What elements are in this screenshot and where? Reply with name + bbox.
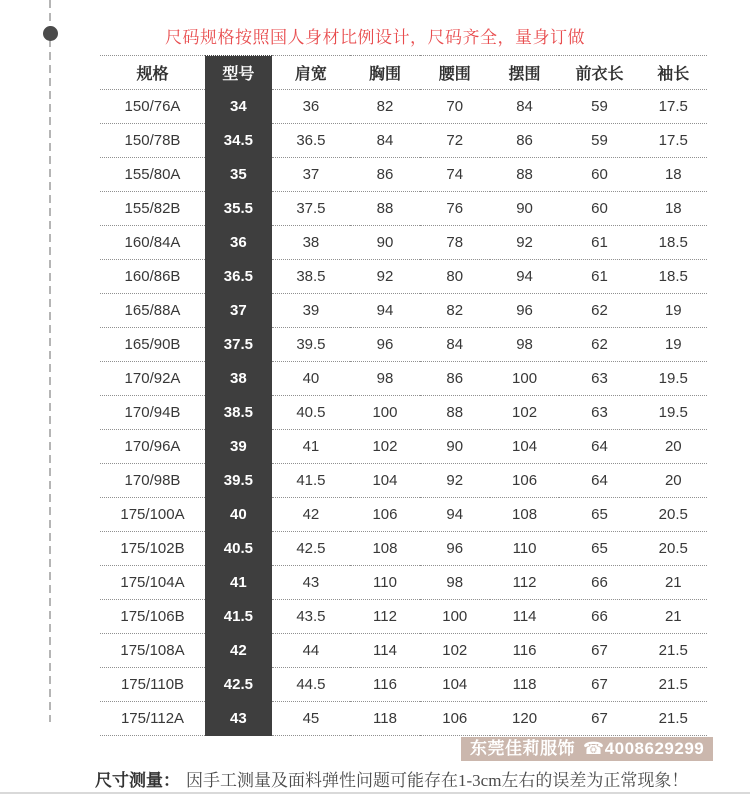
measure-cell: 67 [559,634,639,668]
measure-cell: 61 [559,226,639,260]
model-cell: 37 [205,294,272,328]
measure-cell: 43.5 [272,600,350,634]
model-cell: 40.5 [205,532,272,566]
measure-cell: 98 [420,566,490,600]
measure-cell: 43 [272,566,350,600]
measure-cell: 21.5 [640,702,707,736]
spec-cell: 170/98B [100,464,205,498]
table-row [100,498,707,532]
measure-cell: 60 [559,158,639,192]
measure-cell: 18.5 [640,226,707,260]
measure-cell: 88 [420,396,490,430]
measure-cell: 63 [559,396,639,430]
measure-cell: 60 [559,192,639,226]
spec-cell: 160/84A [100,226,205,260]
measure-cell: 40.5 [272,396,350,430]
measure-cell: 20 [640,430,707,464]
measurement-note-text: 因手工测量及面料弹性问题可能存在1-3cm左右的误差为正常现象！ [186,771,689,790]
measure-cell: 42 [272,498,350,532]
table-row [100,668,707,702]
spec-cell: 170/96A [100,430,205,464]
measure-cell: 21.5 [640,668,707,702]
measure-cell: 67 [559,668,639,702]
measure-cell: 76 [420,192,490,226]
model-cell: 37.5 [205,328,272,362]
measure-cell: 41.5 [272,464,350,498]
spec-cell: 175/102B [100,532,205,566]
measure-cell: 118 [350,702,420,736]
measure-cell: 18.5 [640,260,707,294]
measure-cell: 37 [272,158,350,192]
measure-cell: 44 [272,634,350,668]
table-row [100,702,707,736]
measure-cell: 36.5 [272,124,350,158]
measure-cell: 120 [490,702,560,736]
measure-cell: 94 [490,260,560,294]
spec-cell: 175/106B [100,600,205,634]
measure-cell: 94 [420,498,490,532]
spec-cell: 175/104A [100,566,205,600]
table-row [100,226,707,260]
measure-cell: 90 [350,226,420,260]
left-dashed-guide-line [49,0,51,722]
measure-cell: 106 [490,464,560,498]
column-header-3: 肩宽 [272,56,350,90]
size-table-body [100,90,707,736]
measure-cell: 36 [272,90,350,124]
table-row [100,532,707,566]
measure-cell: 96 [420,532,490,566]
measure-cell: 86 [350,158,420,192]
measure-cell: 90 [420,430,490,464]
model-cell: 38.5 [205,396,272,430]
measure-cell: 90 [490,192,560,226]
measure-cell: 59 [559,124,639,158]
measure-cell: 100 [350,396,420,430]
measure-cell: 67 [559,702,639,736]
measure-cell: 66 [559,566,639,600]
model-cell: 38 [205,362,272,396]
measure-cell: 18 [640,158,707,192]
measure-cell: 110 [350,566,420,600]
measure-cell: 84 [490,90,560,124]
measure-cell: 94 [350,294,420,328]
size-chart-table [100,55,707,736]
measure-cell: 61 [559,260,639,294]
measure-cell: 62 [559,294,639,328]
watermark-phone-number: 4008629299 [604,739,705,758]
measure-cell: 92 [350,260,420,294]
spec-cell: 170/94B [100,396,205,430]
measure-cell: 59 [559,90,639,124]
model-cell: 43 [205,702,272,736]
size-table-header-row [100,56,707,90]
model-cell: 40 [205,498,272,532]
measure-cell: 17.5 [640,124,707,158]
measure-cell: 92 [420,464,490,498]
spec-cell: 170/92A [100,362,205,396]
spec-cell: 175/100A [100,498,205,532]
watermark-shop-name: 东莞佳莉服饰 [470,739,575,758]
measure-cell: 18 [640,192,707,226]
column-header-8: 袖长 [640,56,707,90]
spec-cell: 155/80A [100,158,205,192]
table-row [100,124,707,158]
measure-cell: 41 [272,430,350,464]
measure-cell: 82 [420,294,490,328]
measure-cell: 65 [559,498,639,532]
measure-cell: 20.5 [640,498,707,532]
measure-cell: 112 [350,600,420,634]
spec-cell: 160/86B [100,260,205,294]
measure-cell: 65 [559,532,639,566]
measure-cell: 39.5 [272,328,350,362]
column-header-1: 规格 [100,56,205,90]
measurement-note-label: 尺寸测量： [95,771,180,790]
measure-cell: 88 [490,158,560,192]
measure-cell: 64 [559,430,639,464]
measure-cell: 38.5 [272,260,350,294]
measure-cell: 102 [350,430,420,464]
measure-cell: 86 [490,124,560,158]
spec-cell: 165/88A [100,294,205,328]
measure-cell: 106 [420,702,490,736]
spec-cell: 150/76A [100,90,205,124]
model-cell: 41 [205,566,272,600]
table-row [100,294,707,328]
measure-cell: 104 [490,430,560,464]
measure-cell: 62 [559,328,639,362]
spec-cell: 165/90B [100,328,205,362]
measure-cell: 86 [420,362,490,396]
spec-cell: 150/78B [100,124,205,158]
measure-cell: 116 [490,634,560,668]
column-header-4: 胸围 [350,56,420,90]
table-row [100,430,707,464]
phone-icon: ☎ [583,739,605,758]
measure-cell: 102 [420,634,490,668]
measure-cell: 92 [490,226,560,260]
model-cell: 41.5 [205,600,272,634]
table-row [100,158,707,192]
measure-cell: 70 [420,90,490,124]
model-cell: 35 [205,158,272,192]
column-header-2: 型号 [205,56,272,90]
model-cell: 42 [205,634,272,668]
measure-cell: 37.5 [272,192,350,226]
measure-cell: 20.5 [640,532,707,566]
measurement-note [95,766,735,791]
measure-cell: 108 [490,498,560,532]
measure-cell: 20 [640,464,707,498]
model-cell: 42.5 [205,668,272,702]
column-header-7: 前衣长 [559,56,639,90]
measure-cell: 114 [350,634,420,668]
measure-cell: 21.5 [640,634,707,668]
measure-cell: 45 [272,702,350,736]
measure-cell: 42.5 [272,532,350,566]
measure-cell: 44.5 [272,668,350,702]
measure-cell: 100 [490,362,560,396]
measure-cell: 64 [559,464,639,498]
measure-cell: 21 [640,600,707,634]
spec-cell: 155/82B [100,192,205,226]
measure-cell: 19.5 [640,362,707,396]
measure-cell: 19 [640,328,707,362]
measure-cell: 98 [490,328,560,362]
table-row [100,260,707,294]
table-row [100,566,707,600]
measure-cell: 66 [559,600,639,634]
measure-cell: 96 [350,328,420,362]
table-row [100,600,707,634]
measure-cell: 19.5 [640,396,707,430]
measure-cell: 21 [640,566,707,600]
measure-cell: 110 [490,532,560,566]
size-banner-text: 尺码规格按照国人身材比例设计，尺码齐全，量身订做 [165,28,585,47]
measure-cell: 112 [490,566,560,600]
column-header-6: 摆围 [490,56,560,90]
model-cell: 36.5 [205,260,272,294]
measure-cell: 104 [420,668,490,702]
table-row [100,328,707,362]
model-cell: 35.5 [205,192,272,226]
measure-cell: 88 [350,192,420,226]
measure-cell: 84 [420,328,490,362]
measure-cell: 104 [350,464,420,498]
measure-cell: 82 [350,90,420,124]
measure-cell: 78 [420,226,490,260]
measure-cell: 63 [559,362,639,396]
table-row [100,464,707,498]
measure-cell: 106 [350,498,420,532]
column-header-5: 腰围 [420,56,490,90]
table-row [100,634,707,668]
measure-cell: 39 [272,294,350,328]
measure-cell: 74 [420,158,490,192]
model-cell: 39 [205,430,272,464]
measure-cell: 17.5 [640,90,707,124]
measure-cell: 40 [272,362,350,396]
measure-cell: 96 [490,294,560,328]
table-row [100,396,707,430]
spec-cell: 175/112A [100,702,205,736]
measure-cell: 80 [420,260,490,294]
measure-cell: 118 [490,668,560,702]
spec-cell: 175/110B [100,668,205,702]
model-cell: 34.5 [205,124,272,158]
spec-cell: 175/108A [100,634,205,668]
measure-cell: 100 [420,600,490,634]
shop-watermark [461,737,713,761]
table-row [100,90,707,124]
measure-cell: 72 [420,124,490,158]
table-row [100,362,707,396]
model-cell: 34 [205,90,272,124]
measure-cell: 114 [490,600,560,634]
measure-cell: 84 [350,124,420,158]
measure-cell: 38 [272,226,350,260]
model-cell: 36 [205,226,272,260]
model-cell: 39.5 [205,464,272,498]
measure-cell: 108 [350,532,420,566]
measure-cell: 116 [350,668,420,702]
table-row [100,192,707,226]
measure-cell: 19 [640,294,707,328]
measure-cell: 98 [350,362,420,396]
measure-cell: 102 [490,396,560,430]
